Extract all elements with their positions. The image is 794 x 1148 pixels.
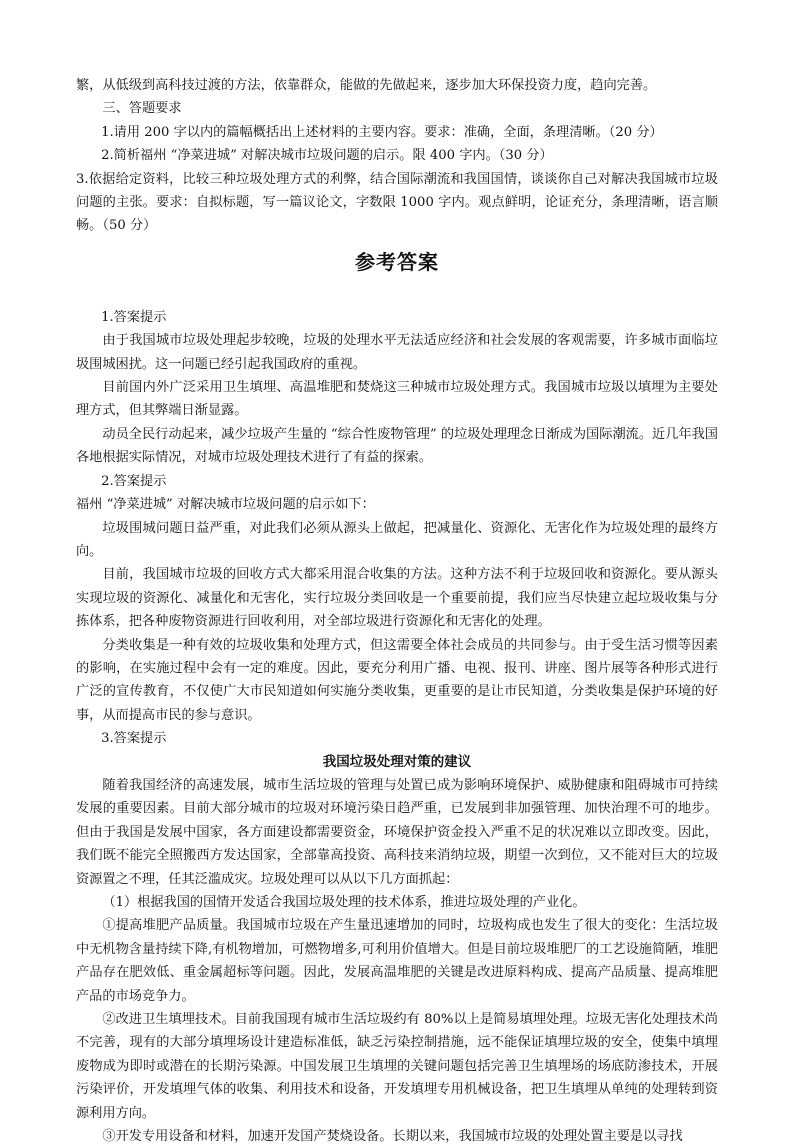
- page-title: 参考答案: [355, 249, 439, 274]
- section-heading: 三、答题要求: [102, 101, 182, 117]
- answer-2-paragraph: 分类收集是一种有效的垃圾收集和处理方式，但这需要全体社会成员的共同参与。由于受生活习惯等因素的影响，在实施过程中会有一定的难度。因此，要充分利用广播、电视、报刊、讲座、图片展等各种形式进行广泛的宣传教育，不仅使广大市民知道如何实施分类收集，更重要的是让市民知道，分类收集是保护环境的好事，从而提高市民的参与意识。: [76, 637, 718, 723]
- answer-1-paragraph: 目前国内外广泛采用卫生填埋、高温堆肥和焚烧这三种城市垃圾处理方式。我国城市垃圾以填埋为主要处理方式，但其弊端日渐显露。: [76, 380, 718, 419]
- essay-title: 我国垃圾处理对策的建议: [322, 753, 472, 770]
- intro-paragraph: 繁，从低级到高科技过渡的方法，依靠群众，能做的先做起来，逐步加大环保投资力度，趋向完善。: [76, 78, 657, 93]
- essay-paragraph: ①提高堆肥产品质量。我国城市垃圾在产生量迅速增加的同时，垃圾构成也发生了很大的变化：生活垃圾中无机物含量持续下降,有机物增加，可燃物增多,可利用价值增大。但是目前垃圾堆肥厂的工艺设施简陋，堆肥产品存在肥效低、重金属超标等问题。因此，发展高温堆肥的关键是改进原料构成、提高产品质量、提高堆肥产品的市场竞争力。: [76, 918, 718, 1004]
- answer-2-intro: 福州 “净菜进城” 对解决城市垃圾问题的启示如下：: [76, 497, 375, 513]
- answer-2-paragraph: 垃圾围城问题日益严重，对此我们必须从源头上做起，把减量化、资源化、无害化作为垃圾处理的最终方向。: [76, 520, 718, 559]
- essay-paragraph: ③开发专用设备和材料，加速开发国产焚烧设备。长期以来，我国城市垃圾的处理处置主要是以寻找: [102, 1129, 683, 1145]
- requirement-1: 1.请用 200 字以内的篇幅概括出上述材料的主要内容。要求：准确，全面，条理清晰。（20 分）: [101, 124, 663, 140]
- essay-paragraph: ②改进卫生填埋技术。目前我国现有城市生活垃圾约有 80%以上是简易填埋处理。垃圾无害化处理技术尚不完善，现有的大部分填埋场设计建造标准低，缺乏污染控制措施，远不能保证填埋垃圾的安全，使集中填埋废物成为即时或潜在的长期污染源。中国发展卫生填埋的关键问题包括完善卫生填埋场的场底防渗技术，开展污染评价，开发填埋气体的收集、利用技术和设备，开发填埋专用机械设备，把卫生填埋从单纯的处理转到资源利用方向。: [76, 1012, 718, 1121]
- essay-paragraph: （1）根据我国的国情开发适合我国垃圾处理的技术体系，推进垃圾处理的产业化。: [102, 895, 586, 910]
- essay-paragraph: 随着我国经济的高速发展，城市生活垃圾的管理与处置已成为影响环境保护、威胁健康和阻碍城市可持续发展的重要因素。目前大部分城市的垃圾对环境污染日趋严重，已发展到非加强管理、加快治理不可的地步。但由于我国是发展中国家，各方面建设都需要资金，环境保护资金投入严重不足的状况难以立即改变。因此，我们既不能完全照搬西方发达国家，全部靠高投资、高科技来消纳垃圾，期望一次到位，又不能对巨大的垃圾资源置之不理，任其泛滥成灾。垃圾处理可以从以下几方面抓起：: [76, 777, 718, 887]
- answer-2-label: 2.答案提示: [101, 473, 167, 489]
- answer-3-label: 3.答案提示: [101, 731, 167, 747]
- answer-1-paragraph: 动员全民行动起来，减少垃圾产生量的 “综合性废物管理” 的垃圾处理理念日渐成为国际潮流。近几年我国各地根据实际情况，对城市垃圾处理技术进行了有益的探索。: [76, 426, 718, 466]
- requirement-2: 2.简析福州 “净菜进城” 对解决城市垃圾问题的启示。限 400 字内。（30 分）: [101, 148, 553, 164]
- answer-1-paragraph: 由于我国城市垃圾处理起步较晚，垃圾的处理水平无法适应经济和社会发展的客观需要，许多城市面临垃圾围城困扰。这一问题已经引起我国政府的重视。: [76, 333, 718, 372]
- answer-1-label: 1.答案提示: [101, 309, 167, 325]
- answer-2-paragraph: 目前，我国城市垃圾的回收方式大都采用混合收集的方法。这种方法不利于垃圾回收和资源化。要从源头实现垃圾的资源化、减量化和无害化，实行垃圾分类回收是一个重要前提，我们应当尽快建立起垃圾收集与分拣体系，把各种废物资源进行回收利用，对全部垃圾进行资源化和无害化的处理。: [76, 567, 718, 630]
- requirement-3: 3.依据给定资料，比较三种垃圾处理方式的利弊，结合国际潮流和我国国情，谈谈你自己对解决我国城市垃圾问题的主张。要求：自拟标题，写一篇议论文，字数限 1000 字内。观点鲜明，论证充分，条理清晰，语言顺畅。（50 分）: [76, 171, 718, 234]
